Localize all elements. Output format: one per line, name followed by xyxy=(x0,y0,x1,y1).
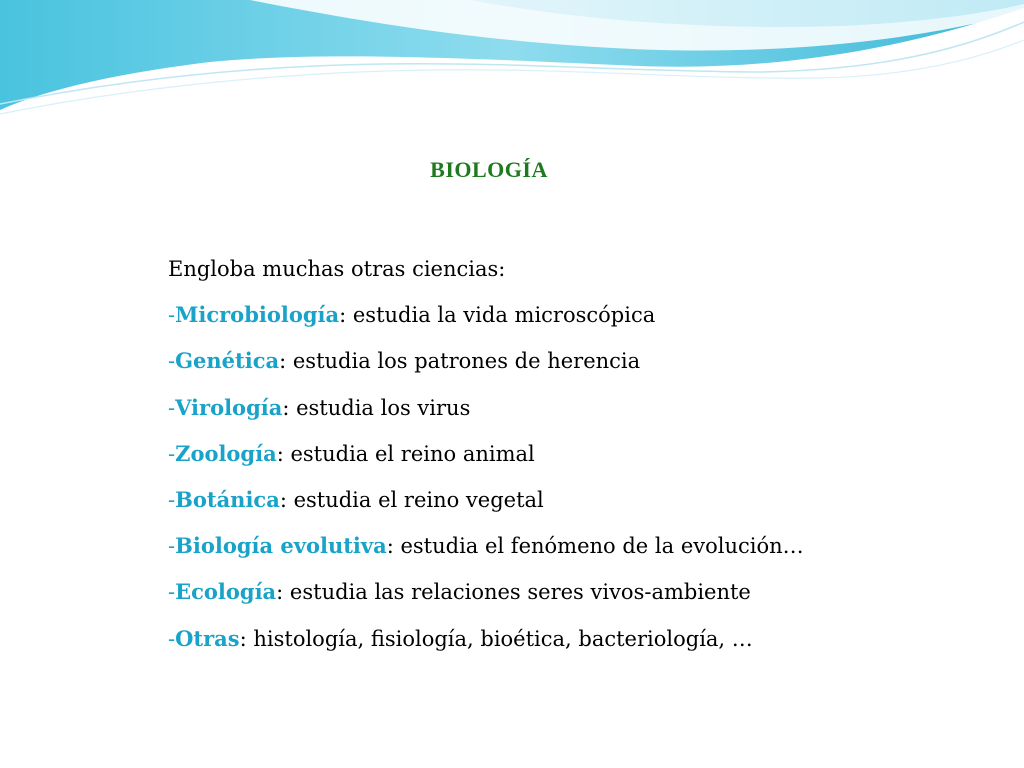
item-dash: - xyxy=(168,487,176,512)
item-dash: - xyxy=(168,534,176,559)
item-dash: - xyxy=(168,303,176,328)
item-term: Zoología xyxy=(175,440,277,466)
item-dash: - xyxy=(168,626,176,651)
item-description: : histología, fisiología, bioética, bacteriología, … xyxy=(239,626,753,651)
item-term: Otras xyxy=(175,625,240,651)
item-description: : estudia la vida microscópica xyxy=(339,303,656,328)
item-dash: - xyxy=(168,349,176,374)
slide-body xyxy=(168,254,988,670)
list-item xyxy=(168,531,988,577)
item-term: Virología xyxy=(175,394,283,420)
item-term: Ecología xyxy=(175,579,277,605)
list-item xyxy=(168,300,988,346)
item-description: : estudia las relaciones seres vivos-ambiente xyxy=(276,580,751,605)
item-description: : estudia los patrones de herencia xyxy=(279,349,641,374)
item-dash: - xyxy=(168,441,176,466)
list-item xyxy=(168,485,988,531)
item-term: Genética xyxy=(175,348,280,374)
item-term: Microbiología xyxy=(175,302,340,328)
item-term: Biología evolutiva xyxy=(175,533,387,559)
item-description: : estudia el reino animal xyxy=(276,441,535,466)
item-dash: - xyxy=(168,395,176,420)
list-item xyxy=(168,346,988,392)
item-description: : estudia el reino vegetal xyxy=(279,487,544,512)
list-item xyxy=(168,624,988,670)
list-item xyxy=(168,577,988,623)
slide-title: BIOLOGÍA xyxy=(430,157,548,182)
item-term: Botánica xyxy=(175,486,280,512)
intro-text: Engloba muchas otras ciencias: xyxy=(168,257,506,281)
item-description: : estudia los virus xyxy=(282,395,471,420)
item-description: : estudia el fenómeno de la evolución… xyxy=(386,534,804,559)
list-item xyxy=(168,439,988,485)
header-wave-decoration xyxy=(0,0,1024,130)
item-dash: - xyxy=(168,580,176,605)
list-item xyxy=(168,393,988,439)
